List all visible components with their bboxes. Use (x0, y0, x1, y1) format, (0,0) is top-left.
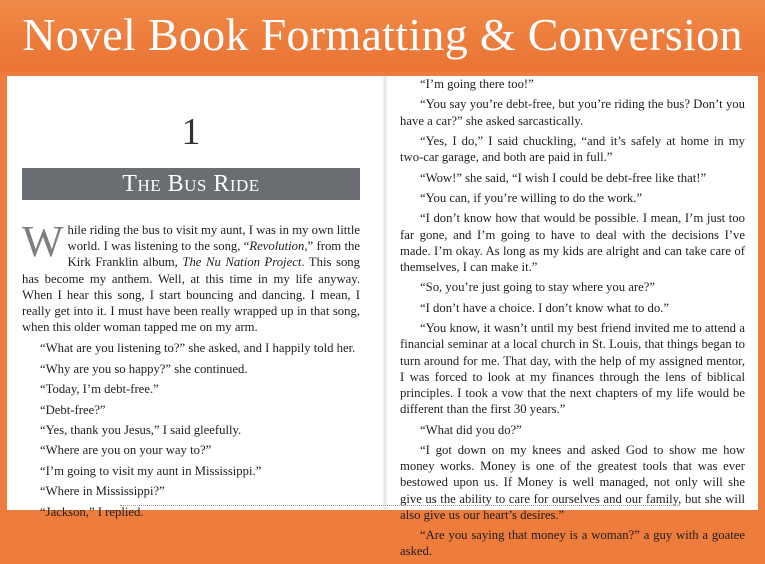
left-paragraph: “Where are you on your way to?” (40, 443, 212, 458)
right-paragraph: “You say you’re debt-free, but you’re riding the bus? Don’t you have a car?” she asked sarcastically. (400, 97, 745, 128)
left-page-body (22, 217, 360, 524)
left-paragraph: “I’m going to visit my aunt in Mississippi.” (40, 463, 262, 478)
left-paragraph: “Why are you so happy?” she continued. (40, 361, 248, 376)
right-paragraph: “Wow!” she said, “I wish I could be debt-free like that!” (420, 170, 707, 185)
right-paragraph: “What did you do?” (420, 422, 522, 437)
right-paragraph: “Yes, I do,” I said chuckling, “and it’s safely at home in my two-car garage, and both are paid in full.” (400, 133, 745, 165)
banner (0, 0, 765, 72)
right-paragraph: “Are you saying that money is a woman?” a guy with a goatee asked. (400, 528, 745, 559)
left-paragraph: “Debt-free?” (40, 402, 106, 417)
right-paragraph: “You can, if you’re willing to do the work.” (420, 190, 643, 205)
banner-title: Novel Book Formatting & Conversion (22, 9, 743, 60)
right-paragraph: “So, you’re just going to stay where you are?” (420, 280, 656, 295)
left-paragraph: “Jackson,” I replied. (40, 504, 144, 519)
left-paragraph: “What are you listening to?” she asked, and I happily told her. (40, 341, 356, 356)
opening-text-b: ,” from the Kirk Franklin album, (67, 239, 360, 270)
right-paragraph: “I don’t have a choice. I don’t know what to do.” (420, 300, 669, 315)
chapter-number: 1 (181, 111, 201, 153)
opening-text-a: hile riding the bus to visit my aunt, I was in my own little world. I was listening to the song, “ (67, 223, 360, 254)
opening-text-c: . This song has become my anthem. Well, at this time in my life anyway. When I hear this song, I start bouncing and dancing. I mean, I really get into it. I must have been really wrapped up in that song, when this older woman tapped me on my arm. (22, 255, 360, 335)
book-spine (382, 76, 388, 510)
chapter-title-bar (22, 168, 360, 200)
right-paragraph: “I got down on my knees and asked God to show me how money works. Money is one of the greatest tools that was ever bestowed upon us. If Money is well managed, not only will she give us the ability to care for ourselves and our family, but she will also give us our heart’s desires.” (400, 442, 745, 522)
chapter-title: The Bus Ride (122, 171, 260, 197)
left-page (22, 80, 366, 519)
right-paragraph: “I’m going there too!” (420, 77, 534, 91)
page-bottom-edge (120, 505, 680, 510)
drop-cap: W (22, 217, 64, 266)
right-paragraph: “You know, it wasn’t until my best friend invited me to attend a financial seminar at a local church in St. Louis, that things began to turn around for me. That day, with the help of my assigned mentor, I was forced to look at my finances through the lens of biblical principles. I took a vow that the next chapters of my life would be different than the first 30 years.” (400, 321, 745, 417)
left-paragraph: “Where in Mississippi?” (40, 484, 165, 499)
right-paragraph: “I don’t know how that would be possible. I mean, I’m just too far gone, and I’m going to have to deal with the decisions I’ve made. I’m okay. As long as my kids are alright and can take care of themselves, I can make it.” (400, 211, 745, 274)
opening-album-title: The Nu Nation Project (182, 255, 302, 270)
left-paragraph: “Today, I’m debt-free.” (40, 382, 159, 397)
opening-song-title: Revolution (249, 239, 305, 254)
left-paragraph: “Yes, thank you Jesus,” I said gleefully. (40, 422, 242, 437)
right-page (400, 76, 745, 559)
opening-paragraph (22, 217, 360, 335)
